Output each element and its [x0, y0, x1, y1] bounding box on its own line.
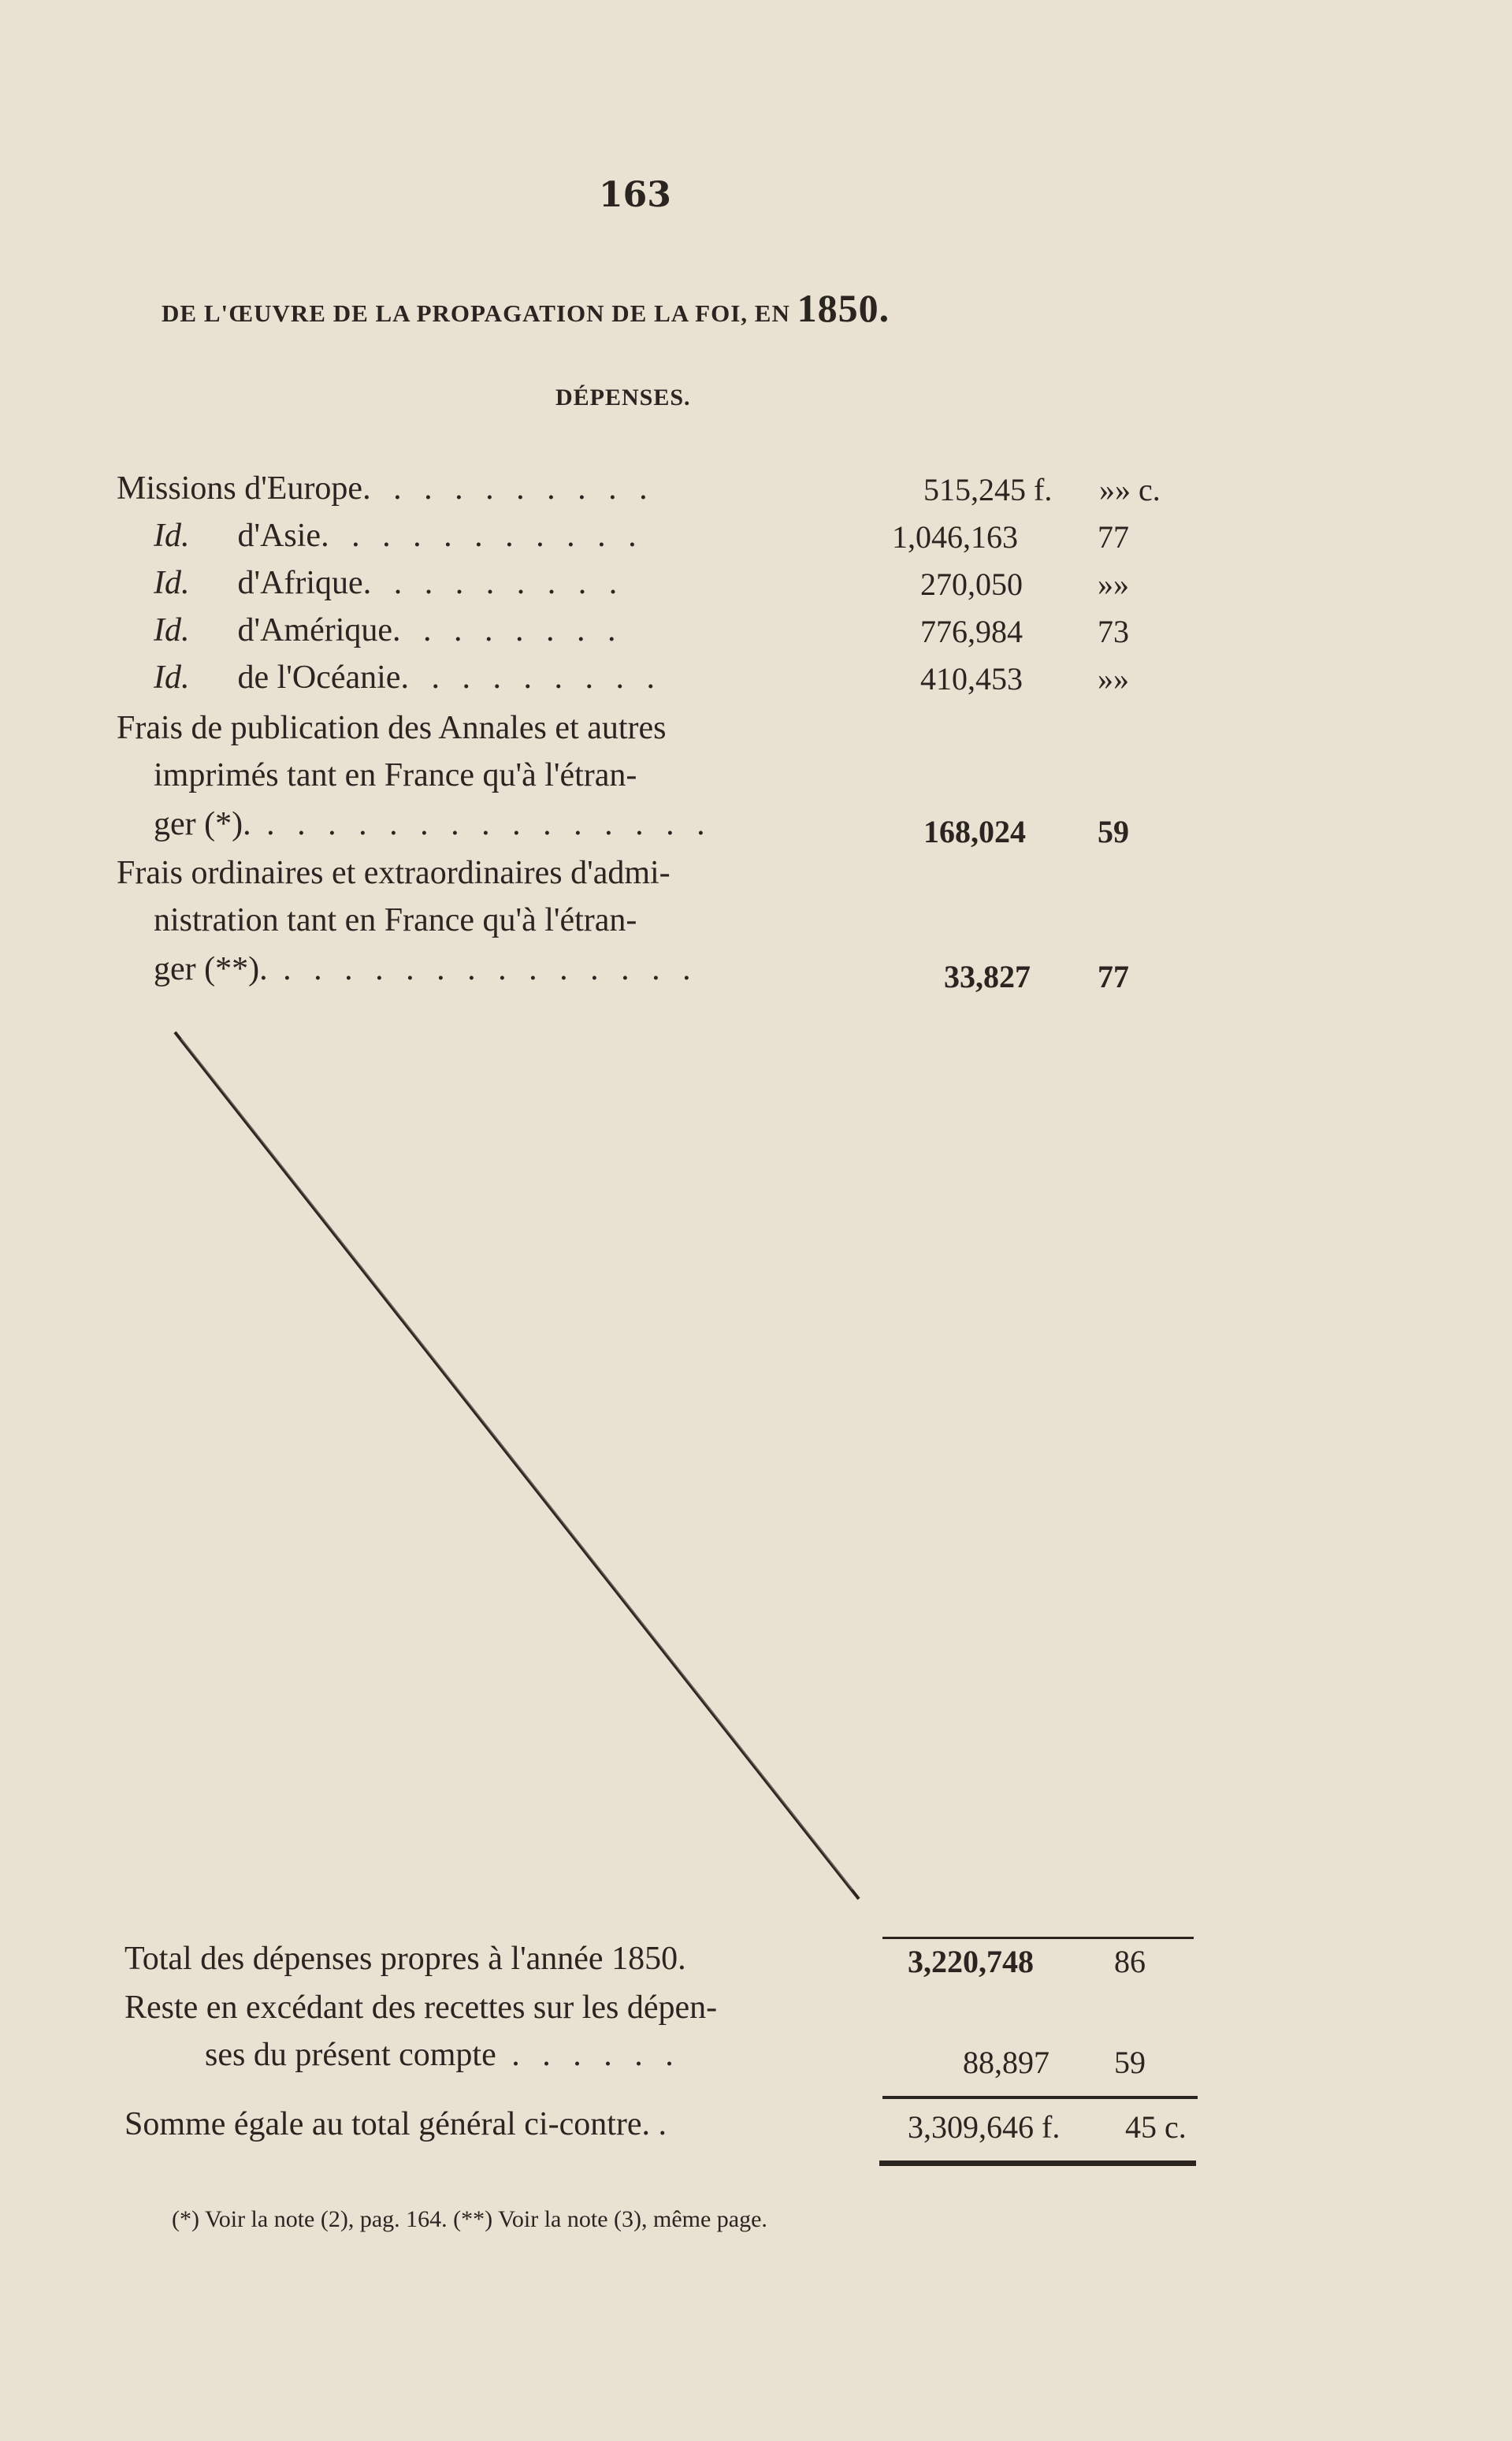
row-prefix: Missions — [117, 470, 236, 507]
leader-dots: . . . . . . . . . . . — [321, 518, 644, 554]
excedent-line-2 — [205, 2036, 681, 2074]
sum-label-text: Somme égale au total général ci-contre. — [124, 2106, 651, 2142]
sum-cents: 45 c. — [1125, 2109, 1187, 2145]
leader-dots: . . . . . . . . . . . . . . — [267, 951, 698, 987]
administration-line-3-text: ger (**). — [154, 951, 268, 987]
row-amount: 270,050 — [920, 567, 1023, 602]
row-cents: 77 — [1098, 519, 1129, 555]
leader-dots: . . . . . . . . . . . . . . . — [251, 806, 712, 842]
heading-year: 1850. — [797, 286, 890, 330]
leader-dots: . . . . . . — [496, 2037, 681, 2073]
heading-text: DE L'ŒUVRE DE LA PROPAGATION DE LA FOI, EN — [162, 299, 790, 327]
rule-above-total — [882, 1937, 1194, 1939]
row-label: de l'Océanie — [237, 659, 401, 696]
excedent-cents: 59 — [1114, 2045, 1146, 2080]
row-label: d'Amérique — [237, 612, 393, 648]
publication-line-1: Frais de publication des Annales et autres — [117, 710, 667, 746]
row-cents: »» — [1098, 567, 1129, 602]
leader-dots: . . . . . . . . . — [362, 565, 625, 601]
strike-stroke-shadow — [181, 1038, 853, 1889]
administration-line-2: nistration tant en France qu'à l'étran- — [154, 902, 637, 938]
row-amount: 1,046,163 — [892, 519, 1018, 555]
row-cents: »» c. — [1099, 472, 1161, 507]
sum-amount: 3,309,646 f. — [908, 2109, 1061, 2145]
leader-dots: . . . . . . . . . . — [362, 470, 655, 507]
row-label: d'Asie — [237, 518, 321, 554]
excedent-line-2-text: ses du présent compte — [205, 2037, 496, 2073]
row-prefix: Id. — [154, 518, 190, 554]
sum-label: Somme égale au total général ci-contre. . — [124, 2106, 667, 2142]
excedent-line-1: Reste en excédant des recettes sur les dépen- — [124, 1990, 718, 2026]
administration-cents: 77 — [1098, 959, 1129, 994]
total-cents: 86 — [1114, 1944, 1146, 1979]
rule-above-sum — [882, 2096, 1198, 2099]
leader-dots: . . . . . . . . . — [400, 659, 662, 696]
row-amount: 410,453 — [920, 661, 1023, 697]
page-number: 163 — [599, 175, 671, 215]
publication-line-3-text: ger (*). — [154, 806, 251, 842]
strike-stroke — [175, 1032, 859, 1899]
total-label: Total des dépenses propres à l'année 1850. — [124, 1941, 686, 1977]
double-rule-below-sum — [879, 2160, 1196, 2166]
footnote: (*) Voir la note (2), pag. 164. (**) Voir la note (3), même page. — [172, 2206, 767, 2232]
publication-amount: 168,024 — [923, 814, 1026, 849]
total-amount: 3,220,748 — [908, 1944, 1034, 1979]
section-title: DÉPENSES. — [555, 385, 691, 411]
row-prefix: Id. — [154, 565, 190, 601]
row-prefix: Id. — [154, 612, 190, 648]
row-label: d'Afrique — [237, 565, 363, 601]
excedent-amount: 88,897 — [963, 2045, 1049, 2080]
leader-dots: . . . . . . . . — [392, 612, 623, 648]
row-prefix: Id. — [154, 659, 190, 696]
publication-line-2: imprimés tant en France qu'à l'étran- — [154, 757, 637, 793]
row-amount: 515,245 f. — [923, 472, 1053, 507]
row-cents: »» — [1098, 661, 1129, 697]
administration-amount: 33,827 — [944, 959, 1031, 994]
publication-cents: 59 — [1098, 814, 1129, 849]
row-label: d'Europe — [244, 470, 363, 507]
row-amount: 776,984 — [920, 614, 1023, 649]
administration-line-1: Frais ordinaires et extraordinaires d'admi- — [117, 855, 671, 891]
row-cents: 73 — [1098, 614, 1129, 649]
